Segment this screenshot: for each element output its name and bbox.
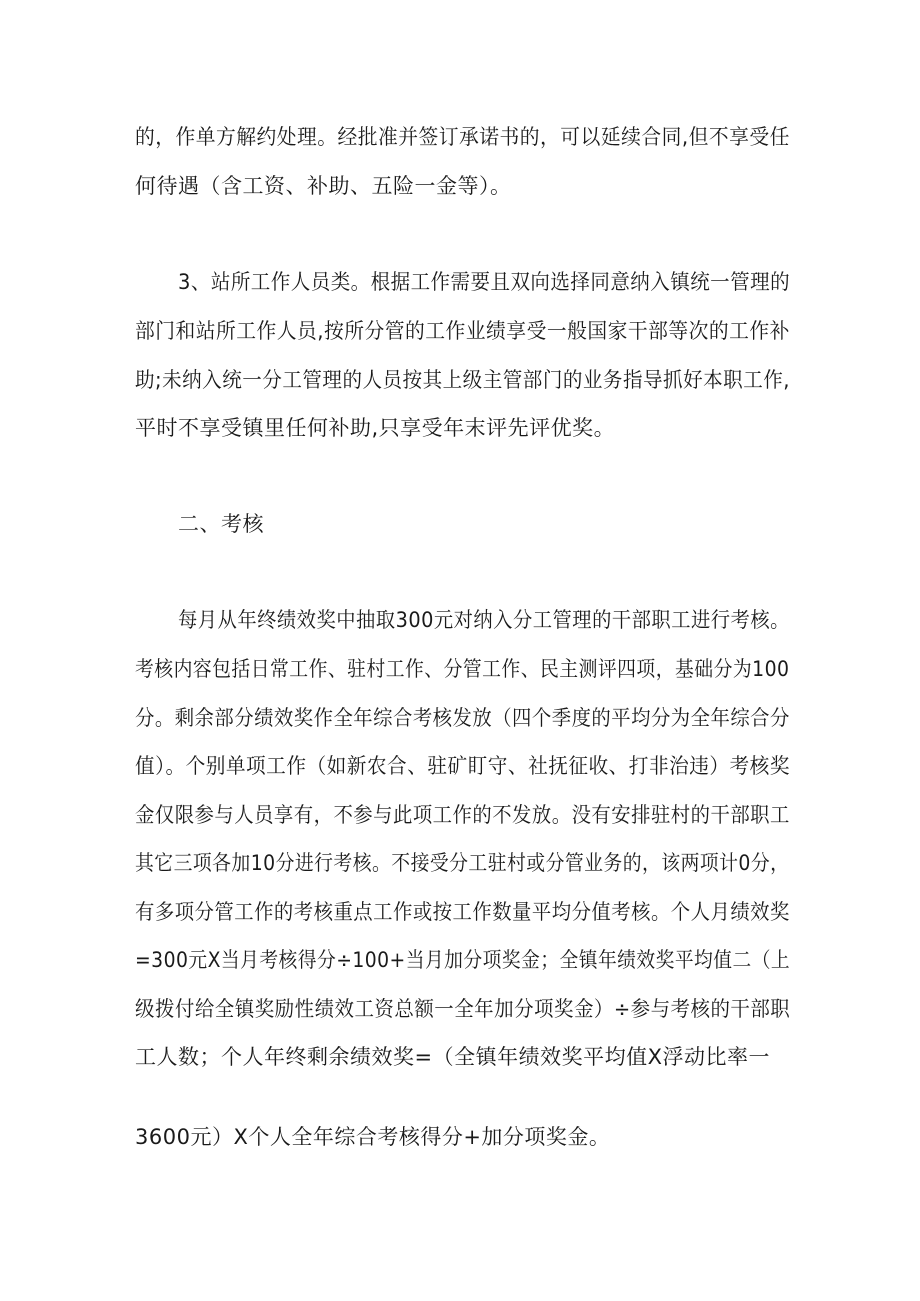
paragraph-line: 其它三项各加10分进行考核。不接受分工驻村或分管业务的，该两项计0分， — [135, 851, 790, 875]
paragraph-line: 分。剩余部分绩效奖作全年综合考核发放（四个季度的平均分为全年综合分 — [135, 706, 790, 730]
paragraph-line: 部门和站所工作人员,按所分管的工作业绩享受一般国家干部等次的工作补 — [135, 319, 790, 343]
paragraph-line: 考核内容包括日常工作、驻村工作、分管工作、民主测评四项，基础分为100 — [135, 657, 790, 681]
paragraph-line: 3600元）X个人全年综合考核得分+加分项奖金。 — [135, 1125, 611, 1149]
paragraph-line: 的，作单方解约处理。经批准并签订承诺书的，可以延续合同,但不享受任 — [135, 125, 790, 149]
paragraph-line: 金仅限参与人员享有，不参与此项工作的不发放。没有安排驻村的干部职工 — [135, 803, 790, 827]
paragraph-line: 平时不享受镇里任何补助,只享受年末评先评优奖。 — [135, 416, 616, 440]
paragraph-line: 值）。个别单项工作（如新农合、驻矿盯守、社抚征收、打非治违）考核奖 — [135, 754, 790, 778]
paragraph-line: =300元X当月考核得分÷100+当月加分项奖金；全镇年绩效奖平均值二（上 — [135, 948, 791, 972]
paragraph-line: 有多项分管工作的考核重点工作或按工作数量平均分值考核。个人月绩效奖 — [135, 900, 790, 924]
section-heading: 二、考核 — [178, 512, 264, 536]
paragraph-line: 级拨付给全镇奖励性绩效工资总额一全年加分项奖金）÷参与考核的干部职 — [135, 997, 791, 1021]
paragraph-line: 助;未纳入统一分工管理的人员按其上级主管部门的业务指导抓好本职工作, — [135, 368, 790, 392]
paragraph-line: 何待遇（含工资、补助、五险一金等）。 — [135, 174, 512, 198]
paragraph-line: 每月从年终绩效奖中抽取300元对纳入分工管理的干部职工进行考核。 — [178, 608, 790, 632]
paragraph-line: 工人数；个人年终剩余绩效奖=（全镇年绩效奖平均值X浮动比率一 — [135, 1045, 770, 1069]
paragraph-line: 3、站所工作人员类。根据工作需要且双向选择同意纳入镇统一管理的 — [178, 270, 791, 294]
